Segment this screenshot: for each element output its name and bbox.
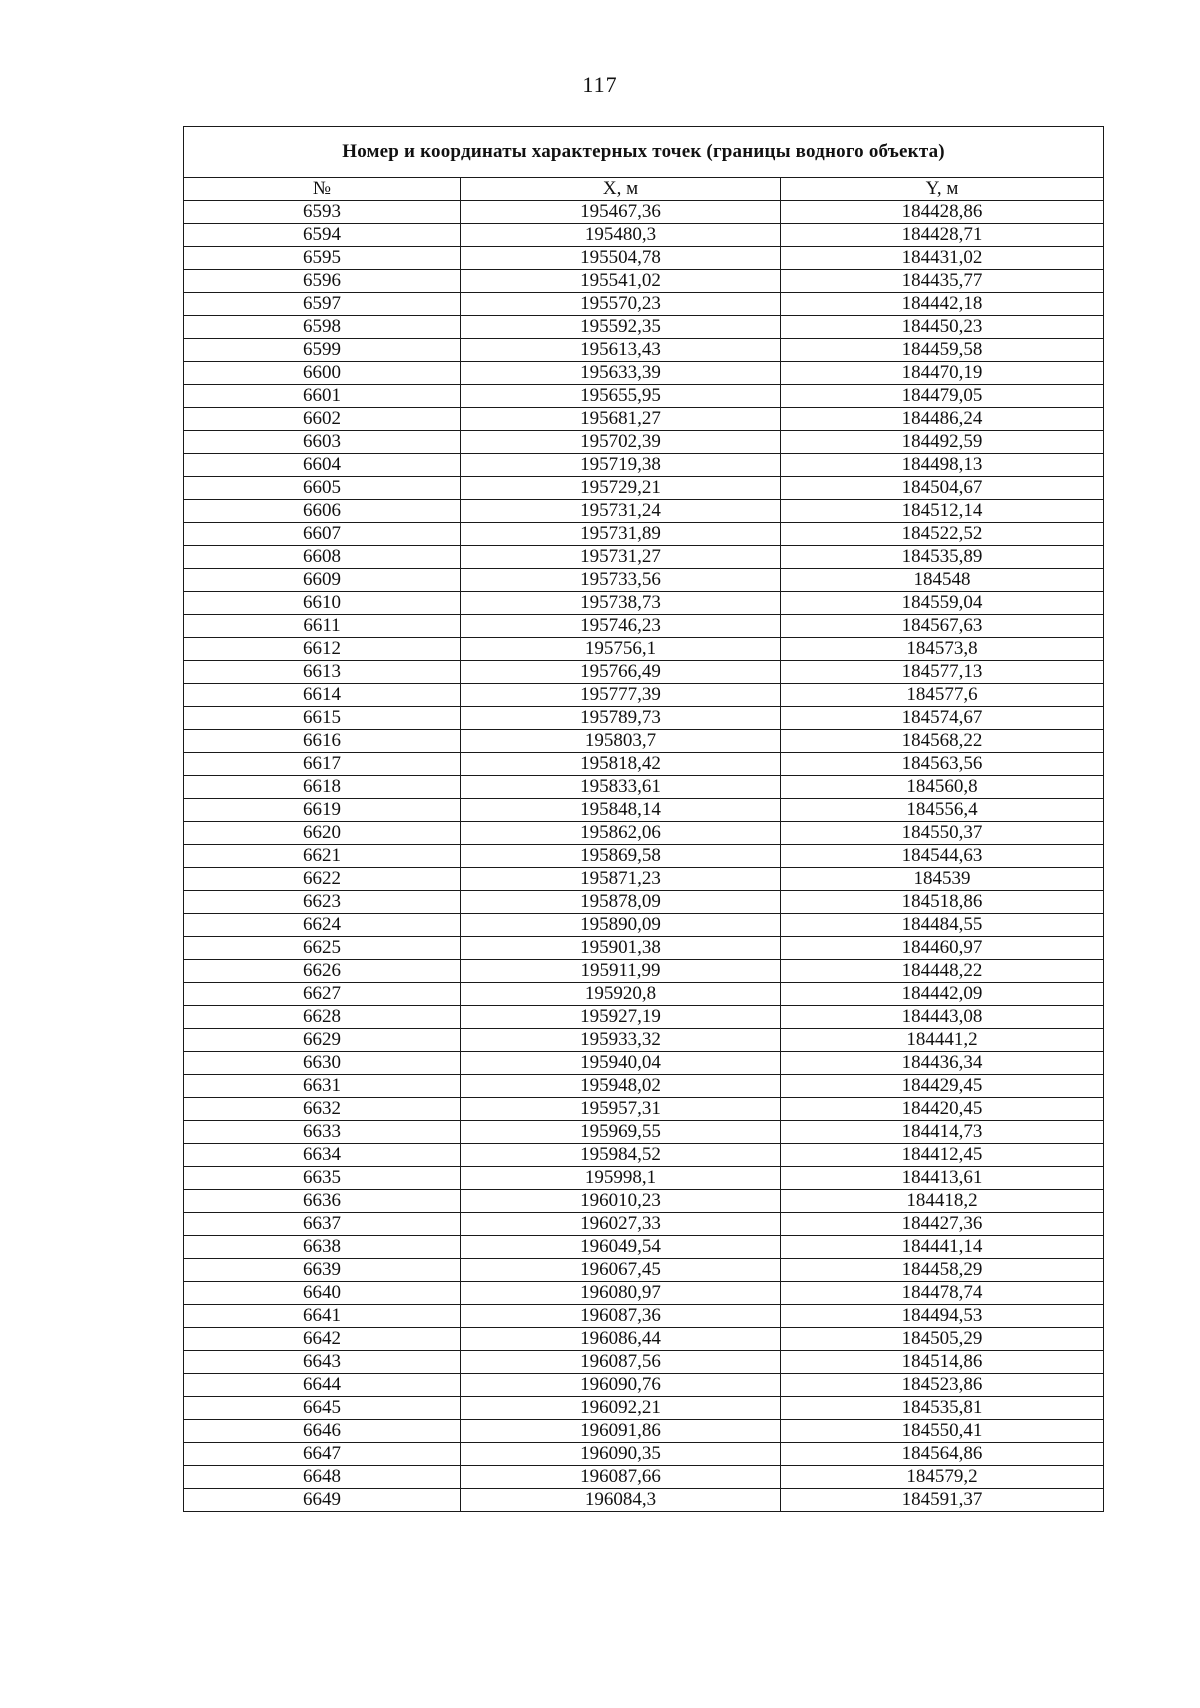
x-coordinate-cell: 195731,24	[461, 500, 781, 523]
x-coordinate-cell: 195940,04	[461, 1052, 781, 1075]
y-coordinate-cell: 184518,86	[781, 891, 1104, 914]
table-row	[184, 293, 1104, 316]
table-caption: Номер и координаты характерных точек (границы водного объекта)	[184, 127, 1104, 178]
x-coordinate-cell: 195984,52	[461, 1144, 781, 1167]
x-coordinate-cell: 196087,66	[461, 1466, 781, 1489]
point-number-cell: 6646	[184, 1420, 461, 1443]
x-coordinate-cell: 195504,78	[461, 247, 781, 270]
point-number-cell: 6633	[184, 1121, 461, 1144]
point-number-cell: 6627	[184, 983, 461, 1006]
table-row	[184, 385, 1104, 408]
y-coordinate-cell: 184556,4	[781, 799, 1104, 822]
y-coordinate-cell: 184550,37	[781, 822, 1104, 845]
y-coordinate-cell: 184428,86	[781, 201, 1104, 224]
x-coordinate-cell: 196087,56	[461, 1351, 781, 1374]
y-coordinate-cell: 184498,13	[781, 454, 1104, 477]
point-number-cell: 6637	[184, 1213, 461, 1236]
table-row	[184, 431, 1104, 454]
x-coordinate-cell: 195570,23	[461, 293, 781, 316]
point-number-cell: 6620	[184, 822, 461, 845]
y-coordinate-cell: 184560,8	[781, 776, 1104, 799]
table-row	[184, 1489, 1104, 1512]
point-number-cell: 6635	[184, 1167, 461, 1190]
point-number-cell: 6605	[184, 477, 461, 500]
column-header-x: X, м	[461, 178, 781, 201]
point-number-cell: 6615	[184, 707, 461, 730]
point-number-cell: 6634	[184, 1144, 461, 1167]
x-coordinate-cell: 195957,31	[461, 1098, 781, 1121]
table-row	[184, 799, 1104, 822]
point-number-cell: 6596	[184, 270, 461, 293]
y-coordinate-cell: 184492,59	[781, 431, 1104, 454]
table-row	[184, 914, 1104, 937]
y-coordinate-cell: 184412,45	[781, 1144, 1104, 1167]
y-coordinate-cell: 184573,8	[781, 638, 1104, 661]
point-number-cell: 6625	[184, 937, 461, 960]
table-row	[184, 523, 1104, 546]
table-row	[184, 1006, 1104, 1029]
point-number-cell: 6645	[184, 1397, 461, 1420]
y-coordinate-cell: 184413,61	[781, 1167, 1104, 1190]
x-coordinate-cell: 195803,7	[461, 730, 781, 753]
point-number-cell: 6622	[184, 868, 461, 891]
table-row	[184, 454, 1104, 477]
x-coordinate-cell: 195480,3	[461, 224, 781, 247]
table-row	[184, 1397, 1104, 1420]
y-coordinate-cell: 184441,2	[781, 1029, 1104, 1052]
point-number-cell: 6621	[184, 845, 461, 868]
y-coordinate-cell: 184435,77	[781, 270, 1104, 293]
table-row	[184, 1213, 1104, 1236]
table-row	[184, 339, 1104, 362]
y-coordinate-cell: 184548	[781, 569, 1104, 592]
y-coordinate-cell: 184429,45	[781, 1075, 1104, 1098]
table-row	[184, 247, 1104, 270]
y-coordinate-cell: 184579,2	[781, 1466, 1104, 1489]
point-number-cell: 6631	[184, 1075, 461, 1098]
y-coordinate-cell: 184564,86	[781, 1443, 1104, 1466]
table-row	[184, 1236, 1104, 1259]
point-number-cell: 6595	[184, 247, 461, 270]
table-row	[184, 1144, 1104, 1167]
table-row	[184, 822, 1104, 845]
table-row	[184, 1098, 1104, 1121]
x-coordinate-cell: 195890,09	[461, 914, 781, 937]
y-coordinate-cell: 184559,04	[781, 592, 1104, 615]
x-coordinate-cell: 195613,43	[461, 339, 781, 362]
x-coordinate-cell: 195998,1	[461, 1167, 781, 1190]
y-coordinate-cell: 184512,14	[781, 500, 1104, 523]
y-coordinate-cell: 184523,86	[781, 1374, 1104, 1397]
table-row	[184, 592, 1104, 615]
x-coordinate-cell: 195746,23	[461, 615, 781, 638]
y-coordinate-cell: 184544,63	[781, 845, 1104, 868]
x-coordinate-cell: 195633,39	[461, 362, 781, 385]
point-number-cell: 6624	[184, 914, 461, 937]
y-coordinate-cell: 184414,73	[781, 1121, 1104, 1144]
x-coordinate-cell: 196086,44	[461, 1328, 781, 1351]
table-row	[184, 500, 1104, 523]
x-coordinate-cell: 195731,27	[461, 546, 781, 569]
table-row	[184, 1305, 1104, 1328]
x-coordinate-cell: 195969,55	[461, 1121, 781, 1144]
point-number-cell: 6629	[184, 1029, 461, 1052]
x-coordinate-cell: 196027,33	[461, 1213, 781, 1236]
table-body	[184, 201, 1104, 1512]
point-number-cell: 6636	[184, 1190, 461, 1213]
point-number-cell: 6632	[184, 1098, 461, 1121]
x-coordinate-cell: 196087,36	[461, 1305, 781, 1328]
x-coordinate-cell: 195592,35	[461, 316, 781, 339]
table-row	[184, 477, 1104, 500]
x-coordinate-cell: 195729,21	[461, 477, 781, 500]
table-row	[184, 1259, 1104, 1282]
x-coordinate-cell: 196090,35	[461, 1443, 781, 1466]
point-number-cell: 6647	[184, 1443, 461, 1466]
table-row	[184, 1282, 1104, 1305]
table-row	[184, 1328, 1104, 1351]
point-number-cell: 6638	[184, 1236, 461, 1259]
table-row	[184, 201, 1104, 224]
y-coordinate-cell: 184470,19	[781, 362, 1104, 385]
x-coordinate-cell: 196090,76	[461, 1374, 781, 1397]
table-row	[184, 1351, 1104, 1374]
table-row	[184, 753, 1104, 776]
point-number-cell: 6611	[184, 615, 461, 638]
table-row	[184, 408, 1104, 431]
x-coordinate-cell: 195818,42	[461, 753, 781, 776]
point-number-cell: 6612	[184, 638, 461, 661]
x-coordinate-cell: 195731,89	[461, 523, 781, 546]
point-number-cell: 6616	[184, 730, 461, 753]
x-coordinate-cell: 195833,61	[461, 776, 781, 799]
point-number-cell: 6610	[184, 592, 461, 615]
y-coordinate-cell: 184441,14	[781, 1236, 1104, 1259]
y-coordinate-cell: 184479,05	[781, 385, 1104, 408]
point-number-cell: 6649	[184, 1489, 461, 1512]
x-coordinate-cell: 195948,02	[461, 1075, 781, 1098]
point-number-cell: 6608	[184, 546, 461, 569]
table-row	[184, 730, 1104, 753]
x-coordinate-cell: 195702,39	[461, 431, 781, 454]
x-coordinate-cell: 196084,3	[461, 1489, 781, 1512]
point-number-cell: 6613	[184, 661, 461, 684]
y-coordinate-cell: 184443,08	[781, 1006, 1104, 1029]
point-number-cell: 6618	[184, 776, 461, 799]
table-row	[184, 891, 1104, 914]
x-coordinate-cell: 195878,09	[461, 891, 781, 914]
y-coordinate-cell: 184522,52	[781, 523, 1104, 546]
point-number-cell: 6609	[184, 569, 461, 592]
table-row	[184, 868, 1104, 891]
y-coordinate-cell: 184478,74	[781, 1282, 1104, 1305]
x-coordinate-cell: 195871,23	[461, 868, 781, 891]
table-row	[184, 845, 1104, 868]
y-coordinate-cell: 184504,67	[781, 477, 1104, 500]
table-row	[184, 983, 1104, 1006]
y-coordinate-cell: 184539	[781, 868, 1104, 891]
point-number-cell: 6599	[184, 339, 461, 362]
point-number-cell: 6614	[184, 684, 461, 707]
coordinates-table	[183, 126, 1104, 1512]
y-coordinate-cell: 184431,02	[781, 247, 1104, 270]
y-coordinate-cell: 184442,09	[781, 983, 1104, 1006]
table-row	[184, 546, 1104, 569]
x-coordinate-cell: 195901,38	[461, 937, 781, 960]
point-number-cell: 6623	[184, 891, 461, 914]
point-number-cell: 6604	[184, 454, 461, 477]
point-number-cell: 6602	[184, 408, 461, 431]
y-coordinate-cell: 184486,24	[781, 408, 1104, 431]
table-row	[184, 270, 1104, 293]
y-coordinate-cell: 184494,53	[781, 1305, 1104, 1328]
point-number-cell: 6617	[184, 753, 461, 776]
point-number-cell: 6594	[184, 224, 461, 247]
point-number-cell: 6607	[184, 523, 461, 546]
x-coordinate-cell: 196092,21	[461, 1397, 781, 1420]
y-coordinate-cell: 184450,23	[781, 316, 1104, 339]
point-number-cell: 6630	[184, 1052, 461, 1075]
table-row	[184, 1466, 1104, 1489]
point-number-cell: 6626	[184, 960, 461, 983]
point-number-cell: 6639	[184, 1259, 461, 1282]
x-coordinate-cell: 195681,27	[461, 408, 781, 431]
y-coordinate-cell: 184568,22	[781, 730, 1104, 753]
y-coordinate-cell: 184460,97	[781, 937, 1104, 960]
table-row	[184, 1420, 1104, 1443]
point-number-cell: 6597	[184, 293, 461, 316]
y-coordinate-cell: 184442,18	[781, 293, 1104, 316]
table-row	[184, 638, 1104, 661]
point-number-cell: 6601	[184, 385, 461, 408]
x-coordinate-cell: 196091,86	[461, 1420, 781, 1443]
x-coordinate-cell: 195777,39	[461, 684, 781, 707]
x-coordinate-cell: 195848,14	[461, 799, 781, 822]
y-coordinate-cell: 184563,56	[781, 753, 1104, 776]
table-row	[184, 684, 1104, 707]
table-row	[184, 960, 1104, 983]
y-coordinate-cell: 184448,22	[781, 960, 1104, 983]
table-row	[184, 1121, 1104, 1144]
table-row	[184, 1075, 1104, 1098]
y-coordinate-cell: 184574,67	[781, 707, 1104, 730]
table-row	[184, 1029, 1104, 1052]
x-coordinate-cell: 196080,97	[461, 1282, 781, 1305]
table-row	[184, 569, 1104, 592]
x-coordinate-cell: 195911,99	[461, 960, 781, 983]
table-row	[184, 1052, 1104, 1075]
x-coordinate-cell: 196049,54	[461, 1236, 781, 1259]
table-header-row	[184, 178, 1104, 201]
x-coordinate-cell: 195655,95	[461, 385, 781, 408]
point-number-cell: 6643	[184, 1351, 461, 1374]
y-coordinate-cell: 184484,55	[781, 914, 1104, 937]
x-coordinate-cell: 195927,19	[461, 1006, 781, 1029]
page-number: 117	[582, 72, 618, 97]
x-coordinate-cell: 195719,38	[461, 454, 781, 477]
table-row	[184, 1190, 1104, 1213]
table-row	[184, 1374, 1104, 1397]
x-coordinate-cell: 195756,1	[461, 638, 781, 661]
table-row	[184, 1167, 1104, 1190]
x-coordinate-cell: 195467,36	[461, 201, 781, 224]
table-row	[184, 316, 1104, 339]
point-number-cell: 6642	[184, 1328, 461, 1351]
y-coordinate-cell: 184550,41	[781, 1420, 1104, 1443]
table-row	[184, 661, 1104, 684]
table-row	[184, 362, 1104, 385]
y-coordinate-cell: 184577,13	[781, 661, 1104, 684]
point-number-cell: 6593	[184, 201, 461, 224]
column-header-y: Y, м	[781, 178, 1104, 201]
x-coordinate-cell: 195733,56	[461, 569, 781, 592]
table-row	[184, 707, 1104, 730]
y-coordinate-cell: 184459,58	[781, 339, 1104, 362]
y-coordinate-cell: 184591,37	[781, 1489, 1104, 1512]
x-coordinate-cell: 195869,58	[461, 845, 781, 868]
point-number-cell: 6603	[184, 431, 461, 454]
x-coordinate-cell: 196010,23	[461, 1190, 781, 1213]
x-coordinate-cell: 196067,45	[461, 1259, 781, 1282]
table-row	[184, 1443, 1104, 1466]
y-coordinate-cell: 184535,81	[781, 1397, 1104, 1420]
x-coordinate-cell: 195933,32	[461, 1029, 781, 1052]
point-number-cell: 6600	[184, 362, 461, 385]
y-coordinate-cell: 184567,63	[781, 615, 1104, 638]
point-number-cell: 6619	[184, 799, 461, 822]
x-coordinate-cell: 195766,49	[461, 661, 781, 684]
table-row	[184, 776, 1104, 799]
y-coordinate-cell: 184458,29	[781, 1259, 1104, 1282]
y-coordinate-cell: 184436,34	[781, 1052, 1104, 1075]
table-row	[184, 615, 1104, 638]
table-row	[184, 224, 1104, 247]
column-header-number: №	[184, 178, 461, 201]
table-row	[184, 937, 1104, 960]
x-coordinate-cell: 195541,02	[461, 270, 781, 293]
y-coordinate-cell: 184418,2	[781, 1190, 1104, 1213]
y-coordinate-cell: 184577,6	[781, 684, 1104, 707]
point-number-cell: 6644	[184, 1374, 461, 1397]
point-number-cell: 6640	[184, 1282, 461, 1305]
x-coordinate-cell: 195738,73	[461, 592, 781, 615]
point-number-cell: 6598	[184, 316, 461, 339]
point-number-cell: 6628	[184, 1006, 461, 1029]
y-coordinate-cell: 184535,89	[781, 546, 1104, 569]
y-coordinate-cell: 184514,86	[781, 1351, 1104, 1374]
x-coordinate-cell: 195862,06	[461, 822, 781, 845]
y-coordinate-cell: 184427,36	[781, 1213, 1104, 1236]
x-coordinate-cell: 195789,73	[461, 707, 781, 730]
y-coordinate-cell: 184420,45	[781, 1098, 1104, 1121]
point-number-cell: 6641	[184, 1305, 461, 1328]
y-coordinate-cell: 184428,71	[781, 224, 1104, 247]
y-coordinate-cell: 184505,29	[781, 1328, 1104, 1351]
point-number-cell: 6606	[184, 500, 461, 523]
point-number-cell: 6648	[184, 1466, 461, 1489]
x-coordinate-cell: 195920,8	[461, 983, 781, 1006]
